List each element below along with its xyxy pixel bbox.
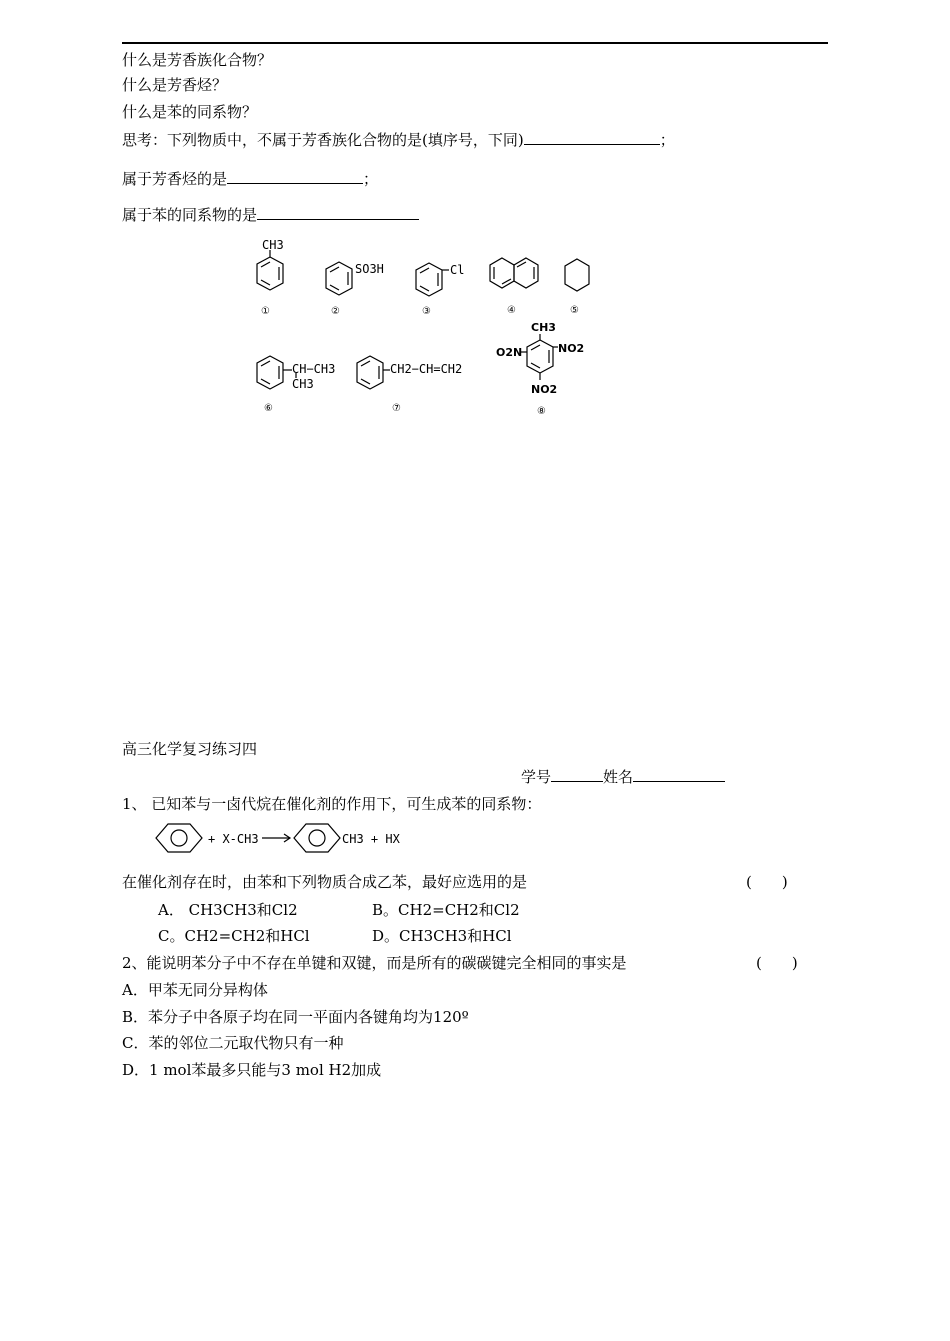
reaction-arrow — [262, 834, 290, 842]
structure-3-chlorobenzene — [416, 263, 449, 296]
structure-5-cyclohexane — [565, 259, 589, 291]
question-1-option-b[interactable]: B。CH2=CH2和Cl2 — [372, 901, 520, 919]
label-so3h: SO3H — [355, 262, 384, 276]
question-aromatic-hydrocarbon: 什么是芳香烃？ — [122, 76, 228, 94]
question-1-option-a[interactable]: A． CH3CH3和Cl2 — [158, 901, 298, 919]
label-allyl: CH2−CH=CH2 — [390, 362, 463, 376]
structure-2-sulfonic-acid — [326, 262, 352, 295]
label-ch3-6: CH3 — [292, 377, 314, 391]
label-no2-bottom: NO2 — [531, 383, 558, 396]
structure-8-tnt — [521, 334, 558, 380]
aromatic-end: ； — [363, 170, 379, 188]
reaction-toluene-product — [294, 824, 340, 852]
structure-1-toluene — [257, 250, 283, 290]
number-label-4: ④ — [507, 305, 516, 316]
question-1-prompt: 在催化剂存在时，由苯和下列物质合成乙苯，最好应选用的是 — [122, 873, 528, 891]
question-1-stem: 1、 已知苯与一卤代烷在催化剂的作用下，可生成苯的同系物： — [122, 795, 542, 813]
question-benzene-homolog: 什么是苯的同系物？ — [122, 103, 258, 121]
question-aromatic-compound: 什么是芳香族化合物？ — [122, 51, 273, 69]
student-no-label: 学号 — [521, 768, 552, 786]
number-label-6: ⑥ — [264, 403, 273, 414]
worksheet-title: 高三化学复习练习四 — [122, 740, 258, 758]
question-2-stem: 2、能说明苯分子中不存在单键和双键，而是所有的碳碳键完全相同的事实是 — [122, 954, 627, 972]
label-o2n: O2N — [496, 346, 523, 359]
number-label-7: ⑦ — [392, 403, 401, 414]
number-label-8: ⑧ — [537, 406, 546, 417]
structure-4-naphthalene — [490, 258, 538, 288]
name-field[interactable] — [633, 766, 725, 782]
homolog-text: 属于苯的同系物的是 — [122, 206, 258, 224]
number-label-1: ① — [261, 306, 270, 317]
label-ch-ch3: CH−CH3 — [292, 362, 336, 376]
label-no2-right: NO2 — [558, 342, 585, 355]
reaction-reagent: + X-CH3 — [208, 832, 259, 846]
student-info — [521, 766, 725, 787]
question-2-option-b[interactable]: B．苯分子中各原子均在同一平面内各键角均为120º — [122, 1008, 469, 1026]
question-1-option-c[interactable]: C。CH2=CH2和HCl — [158, 927, 310, 945]
number-label-5: ⑤ — [570, 305, 579, 316]
number-label-3: ③ — [422, 306, 431, 317]
label-ch3-1: CH3 — [262, 238, 284, 252]
student-no-field[interactable] — [551, 766, 603, 782]
question-1-option-d[interactable]: D。CH3CH3和HCl — [372, 927, 512, 945]
number-label-2: ② — [331, 306, 340, 317]
think-end: ； — [659, 131, 675, 149]
structure-7-allylbenzene — [357, 356, 390, 389]
reaction-benzene-reactant — [156, 824, 202, 852]
question-2-paren[interactable]: ( ) — [756, 954, 798, 972]
question-1-paren[interactable]: ( ) — [746, 873, 788, 891]
question-2-option-c[interactable]: C．苯的邻位二元取代物只有一种 — [122, 1034, 344, 1052]
question-2-option-a[interactable]: A．甲苯无同分异构体 — [122, 981, 268, 999]
structure-6-cumene — [257, 356, 296, 389]
question-2-option-d[interactable]: D．1 mol苯最多只能与3 mol H2加成 — [122, 1061, 382, 1079]
label-ch3-8: CH3 — [531, 321, 556, 334]
name-label: 姓名 — [603, 768, 634, 786]
aromatic-text: 属于芳香烃的是 — [122, 170, 228, 188]
label-cl: Cl — [450, 263, 465, 277]
reaction-product-text: CH3 + HX — [342, 832, 400, 846]
think-text: 思考：下列物质中，不属于芳香族化合物的是(填序号，下同) — [122, 131, 524, 149]
